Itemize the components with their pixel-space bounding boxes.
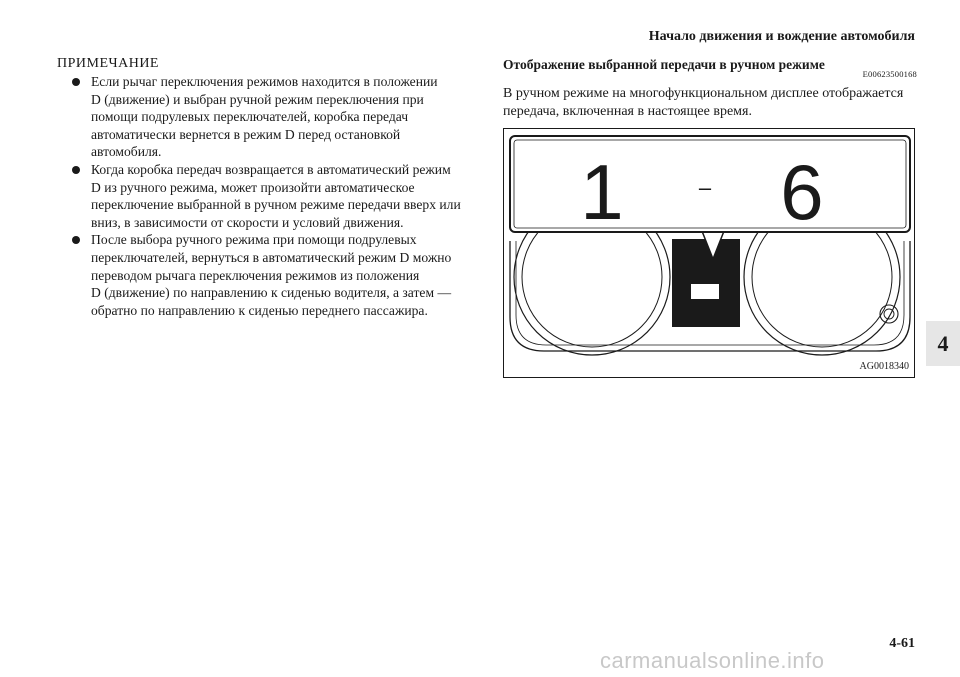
text-line: переключение выбранной в ручном режиме передачи вверх или xyxy=(91,197,461,213)
text-line: В ручном режиме на многофункциональном дисплее отображается xyxy=(503,86,904,101)
instrument-cluster-illustration xyxy=(504,129,915,378)
text-line: вниз, в зависимости от скорости и условий движения. xyxy=(91,214,404,230)
section-block xyxy=(503,55,917,120)
chapter-header: Начало движения и вождение автомобиля xyxy=(648,29,915,44)
text-line: D из ручного режима, может произойти автоматическое xyxy=(91,179,415,195)
gear-left-digit: 1 xyxy=(580,148,624,236)
text-line: передача, включенная в настоящее время. xyxy=(503,103,752,119)
note-block xyxy=(57,55,477,319)
text-line: переводом рычага переключения режимов из положения xyxy=(91,267,420,283)
text-line: D (движение) по направлению к сиденью водителя, а затем — xyxy=(91,285,452,301)
text-line: переключателей, вернуться в автоматический режим D можно xyxy=(91,249,452,265)
chapter-tab xyxy=(926,321,960,366)
text-line: помощи подрулевых переключателей, коробка передач xyxy=(91,109,409,125)
chapter-tab-label: 4 xyxy=(937,330,949,356)
text-line: Когда коробка передач возвращается в автоматический режим xyxy=(91,161,451,177)
note-bullet-2 xyxy=(57,161,477,231)
text-line: автоматически вернется в режим D перед остановкой xyxy=(91,126,401,142)
note-bullet-1 xyxy=(57,73,477,161)
note-title: ПРИМЕЧАНИЕ xyxy=(57,56,159,71)
text-line: обратно по направлению к сиденью переднего пассажира. xyxy=(91,302,428,318)
watermark: carmanualsonline.info xyxy=(600,648,825,673)
section-code: E00623500168 xyxy=(862,69,917,79)
bullet-dot-icon xyxy=(72,78,80,86)
page-number: 4-61 xyxy=(889,636,915,651)
gear-right-digit: 6 xyxy=(780,148,824,236)
text-line: автомобиля. xyxy=(91,144,162,160)
note-bullet-3 xyxy=(57,231,477,319)
bullet-dot-icon xyxy=(72,166,80,174)
bullet-dot-icon xyxy=(72,236,80,244)
text-line: После выбора ручного режима при помощи подрулевых xyxy=(91,232,417,248)
section-heading xyxy=(503,55,917,79)
gear-display-figure xyxy=(503,128,915,378)
gear-separator: – xyxy=(698,175,712,200)
figure-code: AG0018340 xyxy=(859,361,909,372)
text-line: Если рычаг переключения режимов находится в положении xyxy=(91,74,438,89)
text-line: D (движение) и выбран ручной режим переключения при xyxy=(91,91,424,107)
section-body xyxy=(503,85,917,120)
section-title: Отображение выбранной передачи в ручном режиме xyxy=(503,57,825,72)
